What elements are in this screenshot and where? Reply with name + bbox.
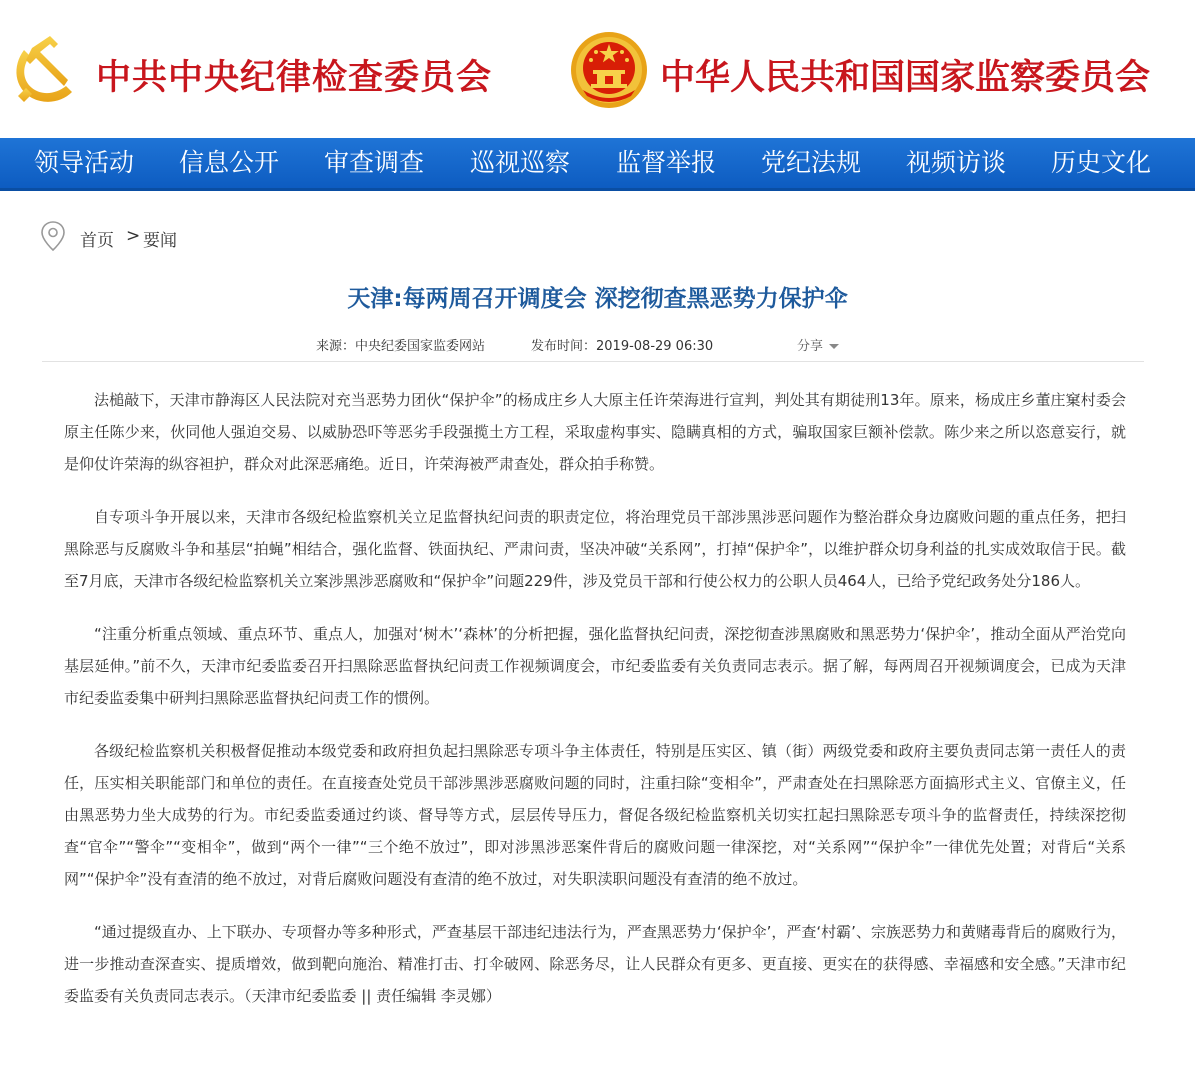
article-title: 天津:每两周召开调度会 深挖彻查黑恶势力保护伞 <box>347 286 848 312</box>
article-paragraph: 自专项斗争开展以来，天津市各级纪检监察机关立足监督执纪问责的职责定位，将治理党员干部涉黑涉恶问题作为整治群众身边腐败问题的重点任务，把扫黑除恶与反腐败斗争和基层“拍蝇”相结合，强化监督、铁面执纪、严肃问责，坚决冲破“关系网”，打掉“保护伞”，以维护群众切身利益的扎实成效取信于民。截至7月底，天津市各级纪检监察机关立案涉黑涉恶腐败和“保护伞”问题229件，涉及党员干部和行使公权力的公职人员464人，已给予党纪政务处分186人。 <box>64 508 1126 590</box>
org-name-ccdi: 中共中央纪律检查委员会 <box>96 57 493 98</box>
breadcrumb-separator: > <box>126 226 141 246</box>
nav-item-video-interviews[interactable]: 视频访谈 <box>906 148 1007 177</box>
site-header <box>0 0 1195 138</box>
article-paragraph: “注重分析重点领域、重点环节、重点人，加强对‘树木’‘森林’的分析把握，强化监督执纪问责，深挖彻查涉黑腐败和黑恶势力‘保护伞’，推动全面从严治党向基层延伸。”前不久，天津市纪委监委召开扫黑除恶监督执纪问责工作视频调度会，市纪委监委有关负责同志表示。据了解，每两周召开视频调度会，已成为天津市纪委监委集中研判扫黑除恶监督执纪问责工作的惯例。 <box>64 625 1126 707</box>
share-label: 分享 <box>797 339 824 354</box>
nav-item-regulations[interactable]: 党纪法规 <box>761 148 862 177</box>
article-body <box>64 384 1126 1033</box>
nav-item-leader-activities[interactable]: 领导活动 <box>34 148 135 177</box>
party-emblem-icon <box>10 28 80 108</box>
nav-item-report[interactable]: 监督举报 <box>616 148 717 177</box>
meta-divider <box>42 361 1144 362</box>
article-source: 来源：中央纪委国家监委网站 <box>316 339 486 354</box>
article-paragraph: 各级纪检监察机关积极督促推动本级党委和政府担负起扫黑除恶专项斗争主体责任，特别是压实区、镇（街）两级党委和政府主要负责同志第一责任人的责任，压实相关职能部门和单位的责任。在直接查处党员干部涉黑涉恶腐败问题的同时，注重扫除“变相伞”，严肃查处在扫黑除恶方面搞形式主义、官僚主义，任由黑恶势力坐大成势的行为。市纪委监委通过约谈、督导等方式，层层传导压力，督促各级纪检监察机关切实扛起扫黑除恶专项斗争的监督责任，持续深挖彻查“官伞”“警伞”“变相伞”，做到“两个一律”“三个绝不放过”，即对涉黑涉恶案件背后的腐败问题一律深挖，对“关系网”“保护伞”一律优先处置；对背后“关系网”“保护伞”没有查清的绝不放过，对背后腐败问题没有查清的绝不放过，对失职渎职问题没有查清的绝不放过。 <box>64 742 1126 888</box>
breadcrumb-home-link[interactable]: 首页 <box>80 231 114 251</box>
location-pin-icon <box>40 220 66 252</box>
article-publish-time: 发布时间：2019-08-29 06:30 <box>531 339 714 354</box>
article-paragraph: 法槌敲下，天津市静海区人民法院对充当恶势力团伙“保护伞”的杨成庄乡人大原主任许荣海进行宣判，判处其有期徒刑13年。原来，杨成庄乡董庄窠村委会原主任陈少来，伙同他人强迫交易、以威胁恐吓等恶劣手段强揽土方工程，采取虚构事实、隐瞒真相的方式，骗取国家巨额补偿款。陈少来之所以恣意妄行，就是仰仗许荣海的纵容袒护，群众对此深恶痛绝。近日，许荣海被严肃查处，群众拍手称赞。 <box>64 391 1126 473</box>
share-dropdown[interactable] <box>797 335 839 354</box>
nav-item-inspection[interactable]: 巡视巡察 <box>470 148 571 177</box>
main-nav <box>0 138 1195 191</box>
breadcrumb-current-link[interactable]: 要闻 <box>143 231 177 251</box>
article-paragraph: “通过提级直办、上下联办、专项督办等多种形式，严查基层干部违纪违法行为，严查黑恶势力‘保护伞’，严查‘村霸’、宗族恶势力和黄赌毒背后的腐败行为，进一步推动查深查实、提质增效，做到靶向施治、精准打击、打伞破网、除恶务尽，让人民群众有更多、更直接、更实在的获得感、幸福感和安全感。”天津市纪委监委有关负责同志表示。（天津市纪委监委 || 责任编辑 李灵娜） <box>64 923 1126 1005</box>
nav-item-history[interactable]: 历史文化 <box>1051 148 1152 177</box>
nav-item-info-disclosure[interactable]: 信息公开 <box>179 148 280 177</box>
nav-item-investigation[interactable]: 审查调查 <box>324 148 425 177</box>
chevron-down-icon <box>829 344 839 349</box>
org-name-nsc: 中华人民共和国国家监察委员会 <box>660 57 1151 98</box>
national-emblem-icon <box>569 30 649 110</box>
